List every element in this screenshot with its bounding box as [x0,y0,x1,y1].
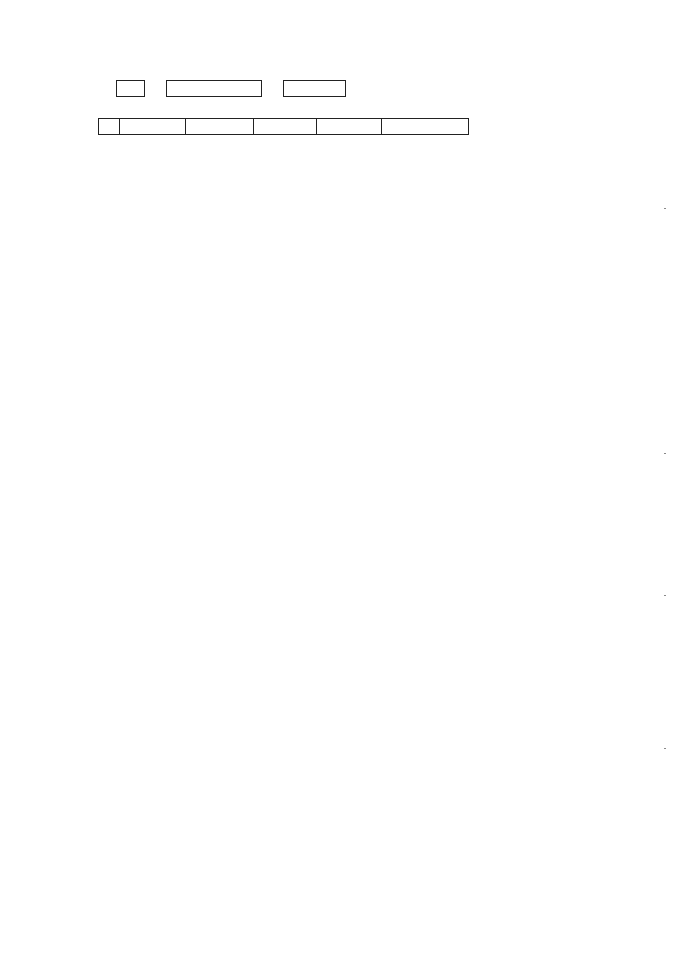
column-number [98,118,120,135]
level-box [116,80,145,97]
table-header [98,118,468,135]
column-name [381,118,469,135]
column-new-school [185,118,254,135]
column-prev-city [253,118,317,135]
position-box [166,80,262,97]
column-prev-school [316,118,382,135]
transfer-type-box [283,80,346,97]
column-new-city [119,118,186,135]
